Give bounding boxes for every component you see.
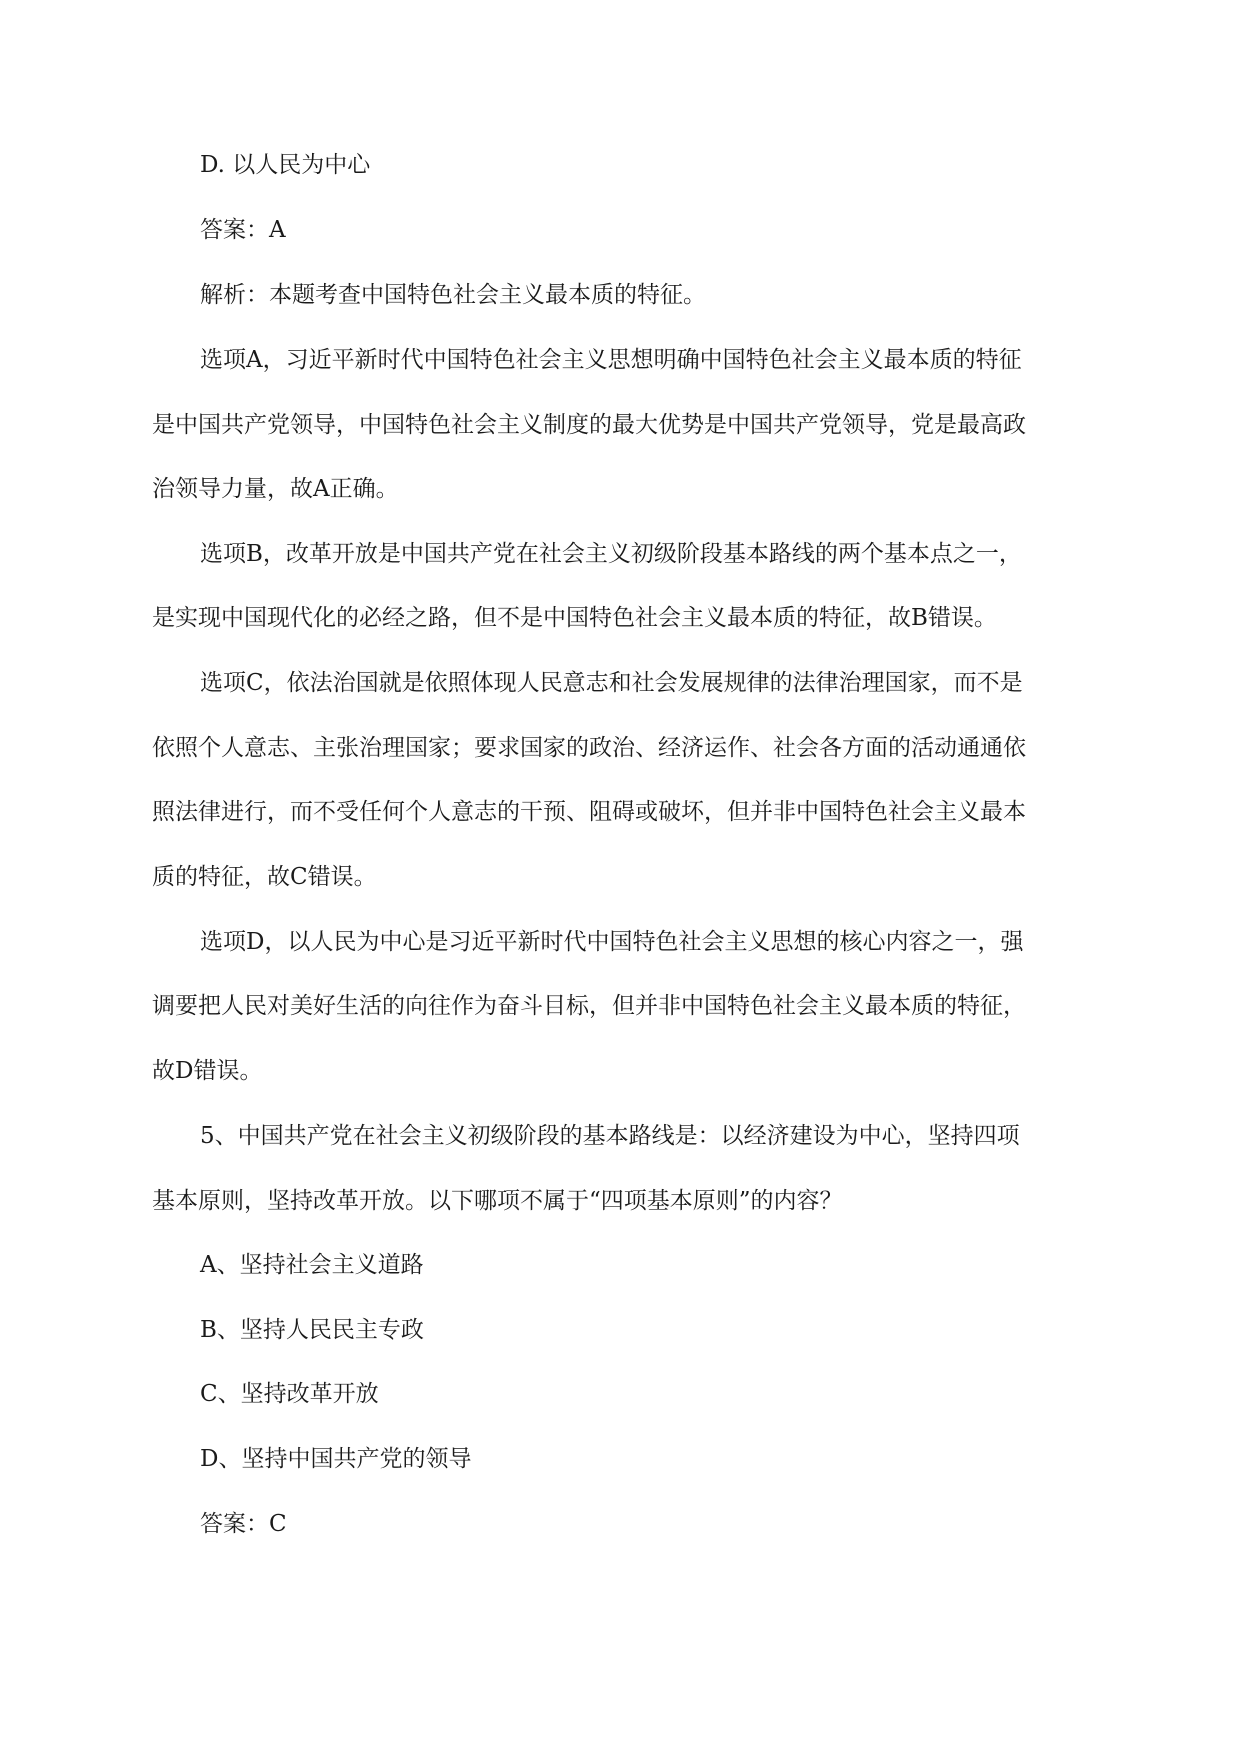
question-5-option-a: A、坚持社会主义道路 — [200, 1252, 424, 1278]
question-5-line-2: 基本原则，坚持改革开放。以下哪项不属于“四项基本原则”的内容？ — [152, 1188, 843, 1214]
explanation-d-line-1: 选项D，以人民为中心是习近平新时代中国特色社会主义思想的核心内容之一，强 — [200, 929, 1024, 955]
explanation-d-line-3: 故D错误。 — [152, 1058, 263, 1084]
explanation-c-line-4: 质的特征，故C错误。 — [152, 864, 377, 890]
question-5-option-d: D、坚持中国共产党的领导 — [200, 1446, 472, 1472]
explanation-b-line-1: 选项B，改革开放是中国共产党在社会主义初级阶段基本路线的两个基本点之一， — [200, 541, 1022, 567]
question-5-option-b: B、坚持人民民主专政 — [200, 1317, 424, 1343]
explanation-d-line-2: 调要把人民对美好生活的向往作为奋斗目标，但并非中国特色社会主义最本质的特征， — [152, 993, 1026, 1019]
answer-line: 答案：A — [200, 217, 286, 243]
explanation-c-line-2: 依照个人意志、主张治理国家；要求国家的政治、经济运作、社会各方面的活动通通依 — [152, 735, 1026, 761]
explanation-a-line-1: 选项A，习近平新时代中国特色社会主义思想明确中国特色社会主义最本质的特征 — [200, 347, 1022, 373]
question-5-option-c: C、坚持改革开放 — [200, 1381, 379, 1407]
explanation-c-line-1: 选项C，依法治国就是依照体现人民意志和社会发展规律的法律治理国家，而不是 — [200, 670, 1023, 696]
option-d-line: D. 以人民为中心 — [200, 152, 371, 178]
explanation-a-line-2: 是中国共产党领导，中国特色社会主义制度的最大优势是中国共产党领导，党是最高政 — [152, 412, 1026, 438]
question-5-line-1: 5、中国共产党在社会主义初级阶段的基本路线是：以经济建设为中心，坚持四项 — [200, 1123, 1020, 1149]
analysis-line: 解析：本题考查中国特色社会主义最本质的特征。 — [200, 282, 706, 308]
explanation-c-line-3: 照法律进行，而不受任何个人意志的干预、阻碍或破坏，但并非中国特色社会主义最本 — [152, 799, 1026, 825]
explanation-b-line-2: 是实现中国现代化的必经之路，但不是中国特色社会主义最本质的特征，故B错误。 — [152, 605, 997, 631]
explanation-a-line-3: 治领导力量，故A正确。 — [152, 476, 399, 502]
question-5-answer: 答案：C — [200, 1511, 287, 1537]
